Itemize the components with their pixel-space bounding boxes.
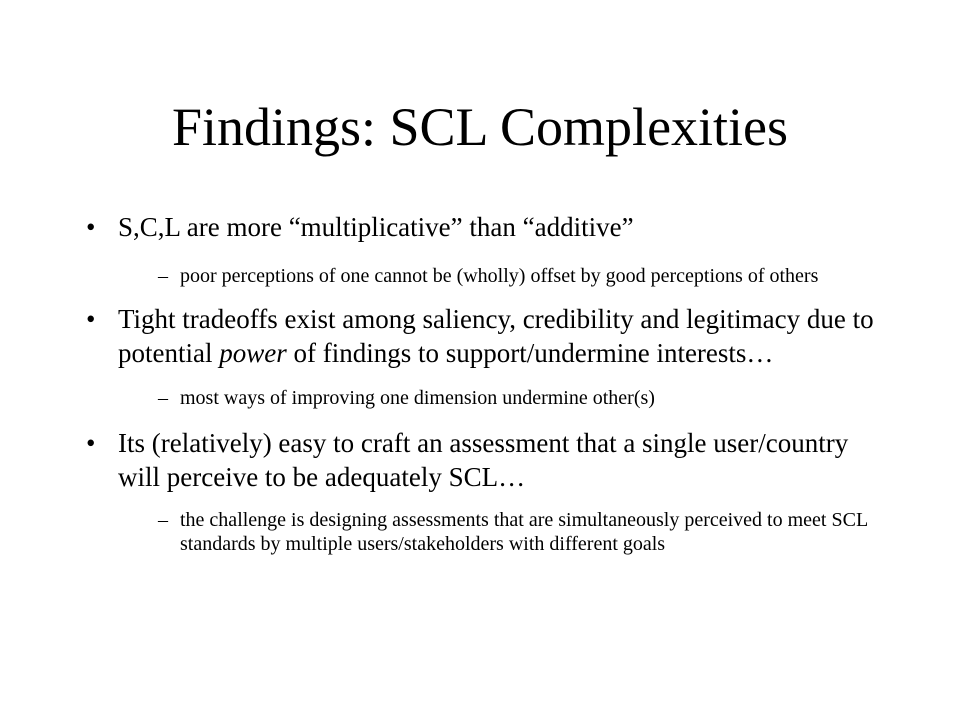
bullet-text-emphasis: power bbox=[219, 338, 287, 368]
bullet-marker: • bbox=[86, 212, 96, 242]
slide-body bbox=[86, 210, 876, 556]
slide-title: Findings: SCL Complexities bbox=[171, 97, 789, 157]
bullet-text: Its (relatively) easy to craft an assessment that a single user/country will perceive to be adequately SCL… bbox=[118, 428, 849, 492]
bullet-easy-to-craft bbox=[86, 426, 876, 494]
sub-bullet-marker: – bbox=[158, 509, 168, 531]
sub-bullet-text: most ways of improving one dimension undermine other(s) bbox=[180, 387, 655, 409]
sub-bullet-text: poor perceptions of one cannot be (wholly) offset by good perceptions of others bbox=[180, 265, 819, 287]
bullet-text-part: of findings to support/undermine interests… bbox=[286, 338, 774, 368]
sub-bullet-perceptions bbox=[86, 264, 876, 288]
sub-bullet-text: the challenge is designing assessments that are simultaneously perceived to meet SCL standards by multiple users/stakeholders with different goals bbox=[180, 509, 868, 555]
sub-bullet-improving bbox=[86, 386, 876, 410]
bullet-marker: • bbox=[86, 428, 96, 458]
bullet-tradeoffs bbox=[86, 302, 876, 370]
sub-bullet-challenge bbox=[86, 508, 876, 556]
bullet-marker: • bbox=[86, 304, 96, 334]
bullet-text-part: Tight tradeoffs exist among saliency, credibility and legitimacy due to potential bbox=[118, 304, 874, 368]
sub-bullet-marker: – bbox=[158, 387, 168, 409]
sub-bullet-marker: – bbox=[158, 265, 168, 287]
bullet-multiplicative bbox=[86, 210, 876, 244]
bullet-text: S,C,L are more “multiplicative” than “additive” bbox=[118, 212, 634, 242]
